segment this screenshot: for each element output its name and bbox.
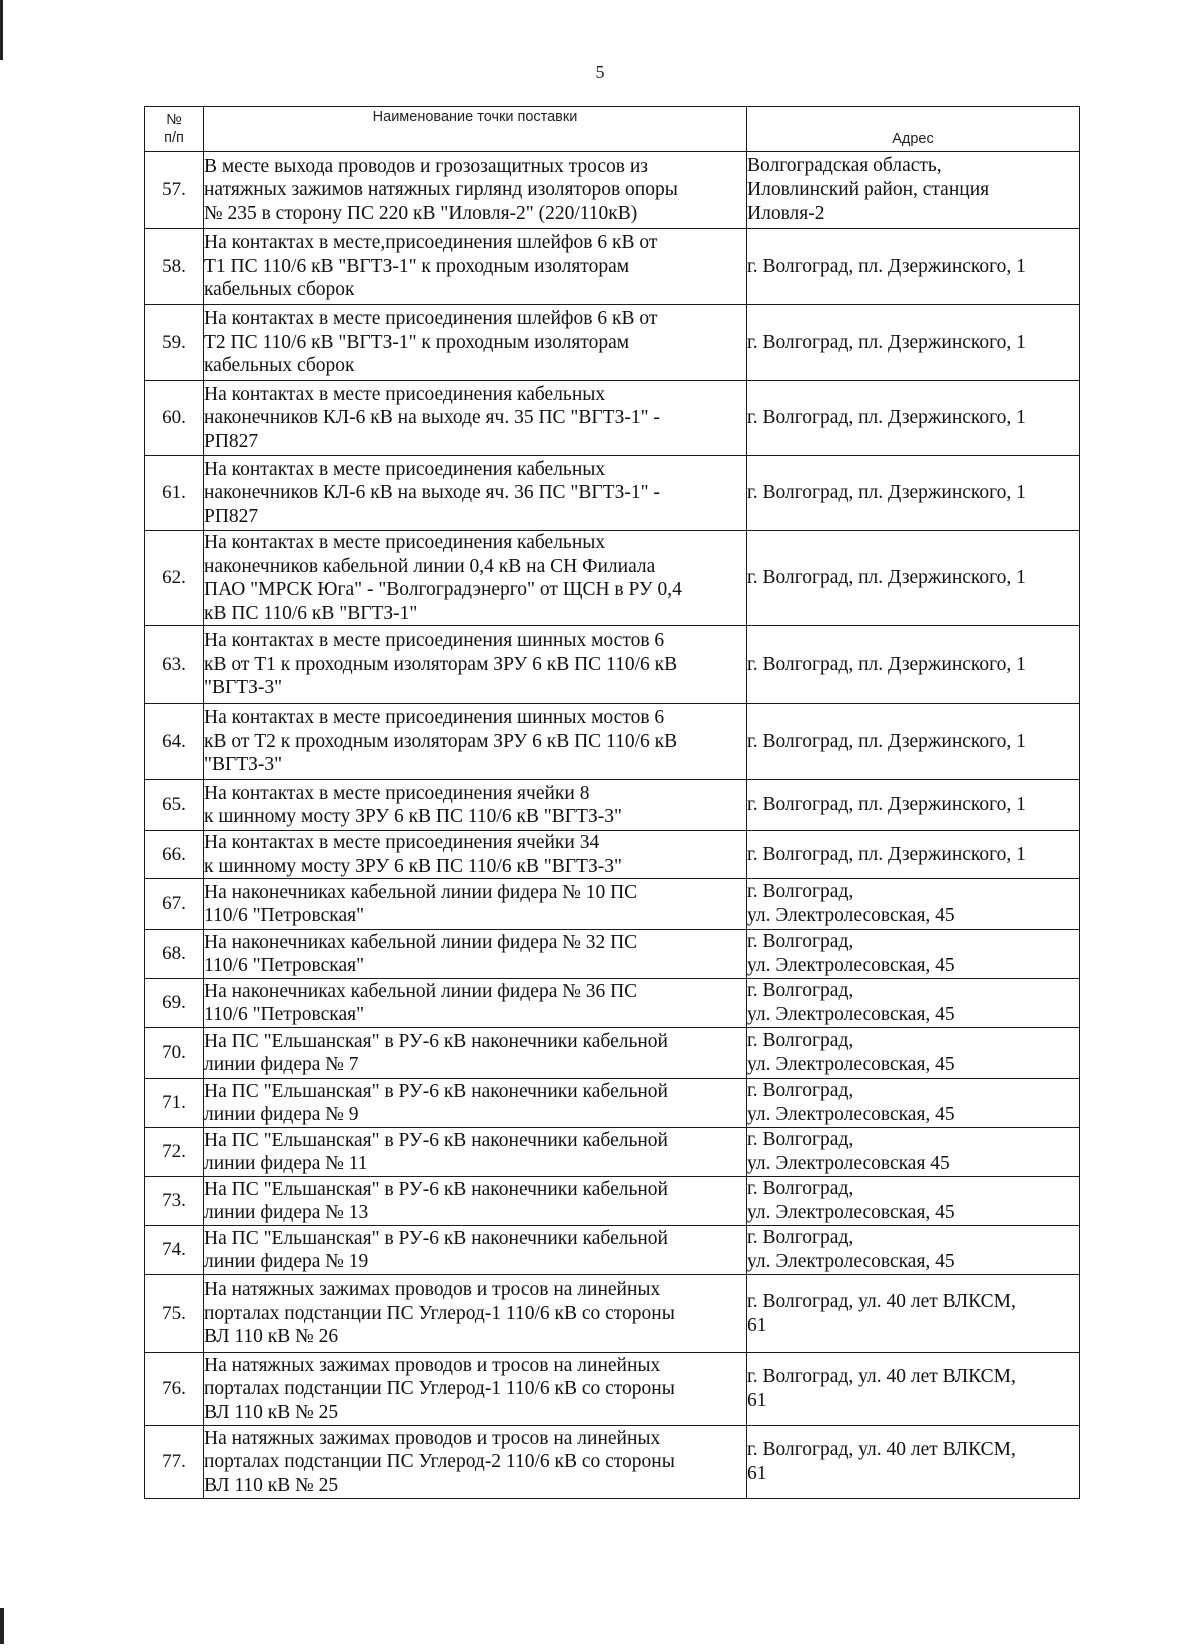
table-row [145,626,1080,704]
table-row [145,780,1080,831]
row-address: г. Волгоград, пл. Дзержинского, 1 [747,780,1080,831]
row-point-name: На контактах в месте присоединения шлейфов 6 кВ от Т2 ПС 110/6 кВ "ВГТЗ-1" к проходным изоляторам кабельных сборок [204,305,747,381]
table-row [145,1177,1080,1226]
row-point-name: На наконечниках кабельной линии фидера № 10 ПС 110/6 "Петровская" [204,879,747,930]
row-address: г. Волгоград, ул. Электролесовская, 45 [747,979,1080,1028]
row-number: 58. [145,229,204,305]
table-row [145,1128,1080,1177]
row-point-name: На ПС "Ельшанская" в РУ-6 кВ наконечники кабельной линии фидера № 19 [204,1226,747,1275]
row-number: 64. [145,704,204,780]
row-address: г. Волгоград, ул. 40 лет ВЛКСМ, 61 [747,1426,1080,1499]
table-row [145,930,1080,979]
row-address: г. Волгоград, ул. Электролесовская 45 [747,1128,1080,1177]
row-point-name: На наконечниках кабельной линии фидера № 36 ПС 110/6 "Петровская" [204,979,747,1028]
row-address: г. Волгоград, ул. Электролесовская, 45 [747,930,1080,979]
row-address: г. Волгоград, ул. Электролесовская, 45 [747,1177,1080,1226]
row-address: г. Волгоград, пл. Дзержинского, 1 [747,381,1080,456]
row-point-name: На натяжных зажимах проводов и тросов на линейных порталах подстанции ПС Углерод-1 110/6 кВ со стороны ВЛ 110 кВ № 26 [204,1275,747,1353]
table-row [145,381,1080,456]
row-point-name: На контактах в месте присоединения ячейки 8 к шинному мосту ЗРУ 6 кВ ПС 110/6 кВ "ВГТЗ-3" [204,780,747,831]
row-point-name: На контактах в месте присоединения шинных мостов 6 кВ от Т1 к проходным изоляторам ЗРУ 6 кВ ПС 110/6 кВ "ВГТЗ-3" [204,626,747,704]
table-row [145,305,1080,381]
page-number: 5 [595,62,605,82]
table-row [145,1226,1080,1275]
row-point-name: На натяжных зажимах проводов и тросов на линейных порталах подстанции ПС Углерод-2 110/6 кВ со стороны ВЛ 110 кВ № 25 [204,1426,747,1499]
table-row [145,979,1080,1028]
row-number: 68. [145,930,204,979]
row-address: г. Волгоград, ул. Электролесовская, 45 [747,879,1080,930]
row-address: г. Волгоград, ул. 40 лет ВЛКСМ, 61 [747,1275,1080,1353]
scan-edge-mark [0,0,3,60]
row-number: 72. [145,1128,204,1177]
row-number: 71. [145,1079,204,1128]
row-number: 69. [145,979,204,1028]
row-point-name: На ПС "Ельшанская" в РУ-6 кВ наконечники кабельной линии фидера № 7 [204,1028,747,1079]
row-address: г. Волгоград, ул. Электролесовская, 45 [747,1028,1080,1079]
table-row [145,879,1080,930]
row-number: 63. [145,626,204,704]
row-address: г. Волгоград, ул. Электролесовская, 45 [747,1226,1080,1275]
row-point-name: На контактах в месте присоединения кабельных наконечников КЛ-6 кВ на выходе яч. 35 ПС "ВГТЗ-1" - РП827 [204,381,747,456]
table-row [145,152,1080,229]
row-point-name: На контактах в месте присоединения кабельных наконечников кабельной линии 0,4 кВ на СН Филиала ПАО "МРСК Юга" - "Волгоградэнерго" от ЩСН в РУ 0,4 кВ ПС 110/6 кВ "ВГТЗ-1" [204,531,747,626]
row-number: 74. [145,1226,204,1275]
table-row [145,1079,1080,1128]
table-header-row [145,107,1080,152]
table-row [145,1028,1080,1079]
row-point-name: В месте выхода проводов и грозозащитных тросов из натяжных зажимов натяжных гирлянд изоляторов опоры № 235 в сторону ПС 220 кВ "Иловля-2" (220/110кВ) [204,152,747,229]
row-address: г. Волгоград, пл. Дзержинского, 1 [747,229,1080,305]
row-number: 66. [145,831,204,879]
row-point-name: На наконечниках кабельной линии фидера № 32 ПС 110/6 "Петровская" [204,930,747,979]
delivery-points-table [144,106,1080,1499]
table-row [145,1426,1080,1499]
row-point-name: На контактах в месте присоединения шинных мостов 6 кВ от Т2 к проходным изоляторам ЗРУ 6 кВ ПС 110/6 кВ "ВГТЗ-3" [204,704,747,780]
row-address: г. Волгоград, пл. Дзержинского, 1 [747,831,1080,879]
row-address: г. Волгоград, пл. Дзержинского, 1 [747,531,1080,626]
row-number: 75. [145,1275,204,1353]
row-point-name: На контактах в месте присоединения кабельных наконечников КЛ-6 кВ на выходе яч. 36 ПС "ВГТЗ-1" - РП827 [204,456,747,531]
header-number: № п/п [145,107,204,152]
table-row [145,1275,1080,1353]
row-point-name: На натяжных зажимах проводов и тросов на линейных порталах подстанции ПС Углерод-1 110/6 кВ со стороны ВЛ 110 кВ № 25 [204,1353,747,1426]
table-row [145,831,1080,879]
row-address: г. Волгоград, пл. Дзержинского, 1 [747,456,1080,531]
row-number: 76. [145,1353,204,1426]
row-number: 70. [145,1028,204,1079]
row-address: г. Волгоград, пл. Дзержинского, 1 [747,626,1080,704]
row-point-name: На ПС "Ельшанская" в РУ-6 кВ наконечники кабельной линии фидера № 11 [204,1128,747,1177]
row-number: 59. [145,305,204,381]
table-row [145,229,1080,305]
row-number: 77. [145,1426,204,1499]
row-address: г. Волгоград, ул. 40 лет ВЛКСМ, 61 [747,1353,1080,1426]
row-number: 67. [145,879,204,930]
table-row [145,531,1080,626]
row-number: 65. [145,780,204,831]
row-address: г. Волгоград, ул. Электролесовская, 45 [747,1079,1080,1128]
row-point-name: На ПС "Ельшанская" в РУ-6 кВ наконечники кабельной линии фидера № 13 [204,1177,747,1226]
header-address: Адрес [747,107,1080,152]
row-number: 73. [145,1177,204,1226]
table-row [145,1353,1080,1426]
row-number: 61. [145,456,204,531]
scan-edge-mark [0,1608,4,1644]
table-row [145,456,1080,531]
row-point-name: На контактах в месте присоединения ячейки 34 к шинному мосту ЗРУ 6 кВ ПС 110/6 кВ "ВГТЗ-3" [204,831,747,879]
row-point-name: На ПС "Ельшанская" в РУ-6 кВ наконечники кабельной линии фидера № 9 [204,1079,747,1128]
header-point-name: Наименование точки поставки [204,107,747,152]
row-number: 60. [145,381,204,456]
row-address: г. Волгоград, пл. Дзержинского, 1 [747,704,1080,780]
row-number: 57. [145,152,204,229]
row-address: г. Волгоград, пл. Дзержинского, 1 [747,305,1080,381]
table-row [145,704,1080,780]
row-number: 62. [145,531,204,626]
row-address: Волгоградская область, Иловлинский район, станция Иловля-2 [747,152,1080,229]
row-point-name: На контактах в месте,присоединения шлейфов 6 кВ от Т1 ПС 110/6 кВ "ВГТЗ-1" к проходным изоляторам кабельных сборок [204,229,747,305]
